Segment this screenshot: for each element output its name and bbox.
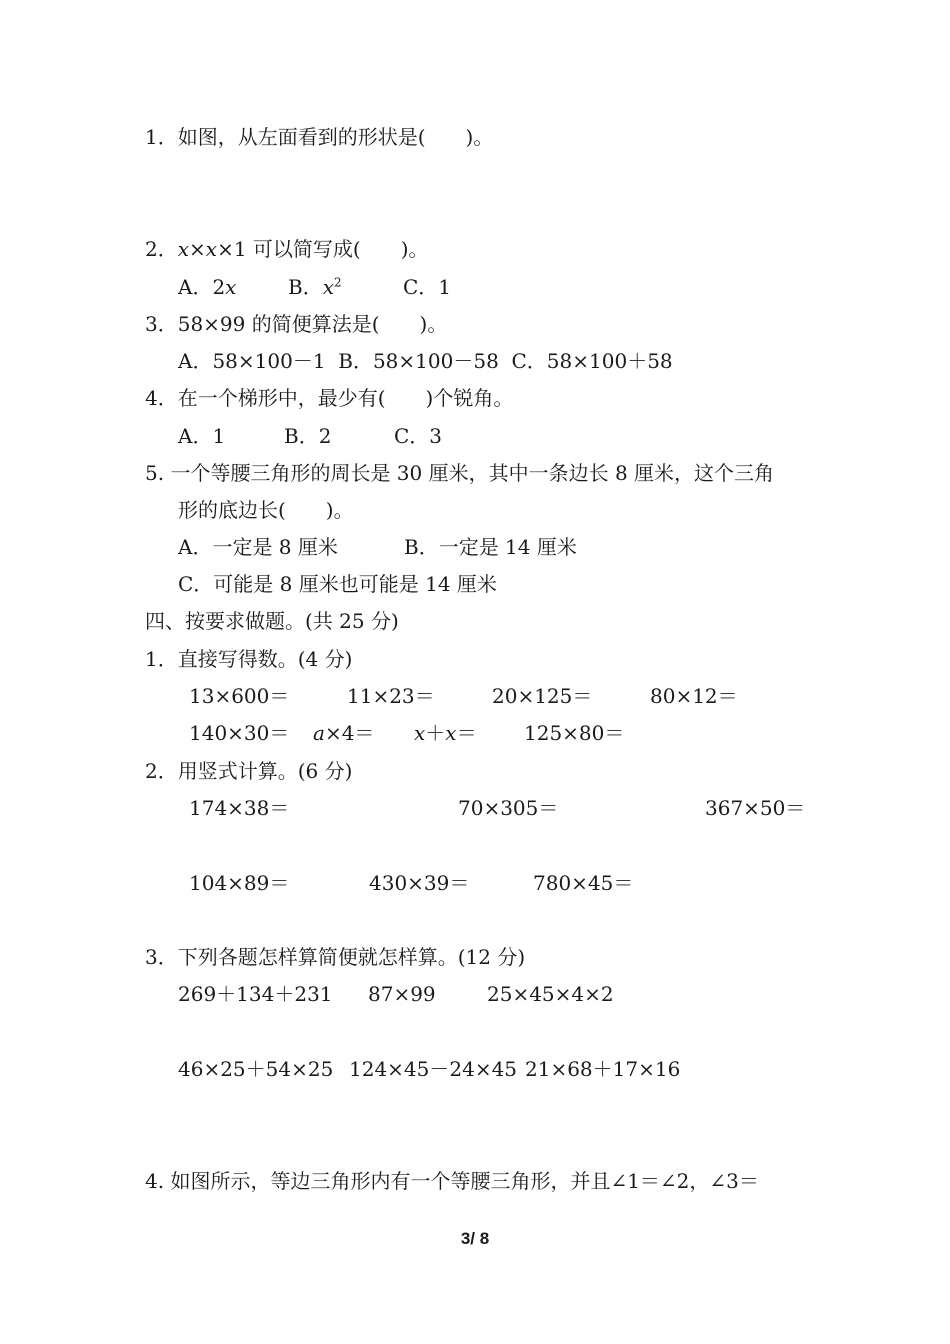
part-1-item: 80×12＝ xyxy=(650,684,738,708)
q4-option-b: B．2 xyxy=(284,424,332,448)
q2-option-a: A．2x xyxy=(178,275,237,299)
part-3-item: 25×45×4×2 xyxy=(487,982,614,1006)
part-3-item: 124×45－24×45 xyxy=(349,1057,518,1081)
part-2-item: 430×39＝ xyxy=(369,871,470,895)
question-5-line1: 5. 一个等腰三角形的周长是 30 厘米，其中一条边长 8 厘米，这个三角 xyxy=(145,461,775,485)
part-1-item: 140×30＝ xyxy=(189,721,290,745)
q5-option-c: C．可能是 8 厘米也可能是 14 厘米 xyxy=(178,572,497,596)
part-2-item: 780×45＝ xyxy=(533,871,634,895)
part-1-item: 11×23＝ xyxy=(347,684,435,708)
q5-option-a: A．一定是 8 厘米 xyxy=(178,535,338,559)
q2-number: 2． xyxy=(145,237,178,261)
part-3-item: 87×99 xyxy=(368,982,436,1006)
part-3-title: 3．下列各题怎样算简便就怎样算。(12 分) xyxy=(145,945,526,969)
question-1: 1．如图，从左面看到的形状是( )。 xyxy=(145,125,494,149)
question-4: 4．在一个梯形中，最少有( )个锐角。 xyxy=(145,386,514,410)
part-1-item: x＋x＝ xyxy=(414,721,477,745)
q4-option-c: C．3 xyxy=(394,424,443,448)
question-2 xyxy=(145,237,429,261)
part-2-title: 2．用竖式计算。(6 分) xyxy=(145,759,353,783)
part-2-item: 174×38＝ xyxy=(189,796,290,820)
q2-option-b: B．$x^2$ xyxy=(288,275,342,299)
q2-var-x: x xyxy=(177,237,190,261)
question-3: 3．58×99 的简便算法是( )。 xyxy=(145,312,448,336)
part-2-item: 70×305＝ xyxy=(458,796,559,820)
part-3-item: 46×25＋54×25 xyxy=(178,1057,334,1081)
part-2-item: 367×50＝ xyxy=(705,796,806,820)
q2-var-x: x xyxy=(205,237,218,261)
part-1-item: 20×125＝ xyxy=(492,684,593,708)
part-1-item: a×4＝ xyxy=(313,721,375,745)
question-5-line2: 形的底边长( )。 xyxy=(178,498,354,522)
q2-times: × xyxy=(189,237,206,261)
part-2-item: 104×89＝ xyxy=(189,871,290,895)
q3-options: A．58×100－1 B．58×100－58 C．58×100＋58 xyxy=(178,349,673,373)
part-3-item: 269＋134＋231 xyxy=(178,982,333,1006)
section-4-title: 四、按要求做题。(共 25 分) xyxy=(145,609,399,633)
part-1-title: 1．直接写得数。(4 分) xyxy=(145,647,353,671)
q2-rest: ×1 可以简写成( )。 xyxy=(217,237,429,261)
page-number: 3/ 8 xyxy=(460,1229,490,1248)
part-1-item: 125×80＝ xyxy=(524,721,625,745)
part-1-item: 13×600＝ xyxy=(189,684,290,708)
q2-option-c: C．1 xyxy=(403,275,452,299)
part-3-item: 21×68＋17×16 xyxy=(525,1057,681,1081)
q4-option-a: A．1 xyxy=(178,424,226,448)
q5-option-b: B．一定是 14 厘米 xyxy=(404,535,577,559)
part-4-text: 4. 如图所示，等边三角形内有一个等腰三角形，并且∠1＝∠2，∠3＝ xyxy=(145,1169,759,1193)
